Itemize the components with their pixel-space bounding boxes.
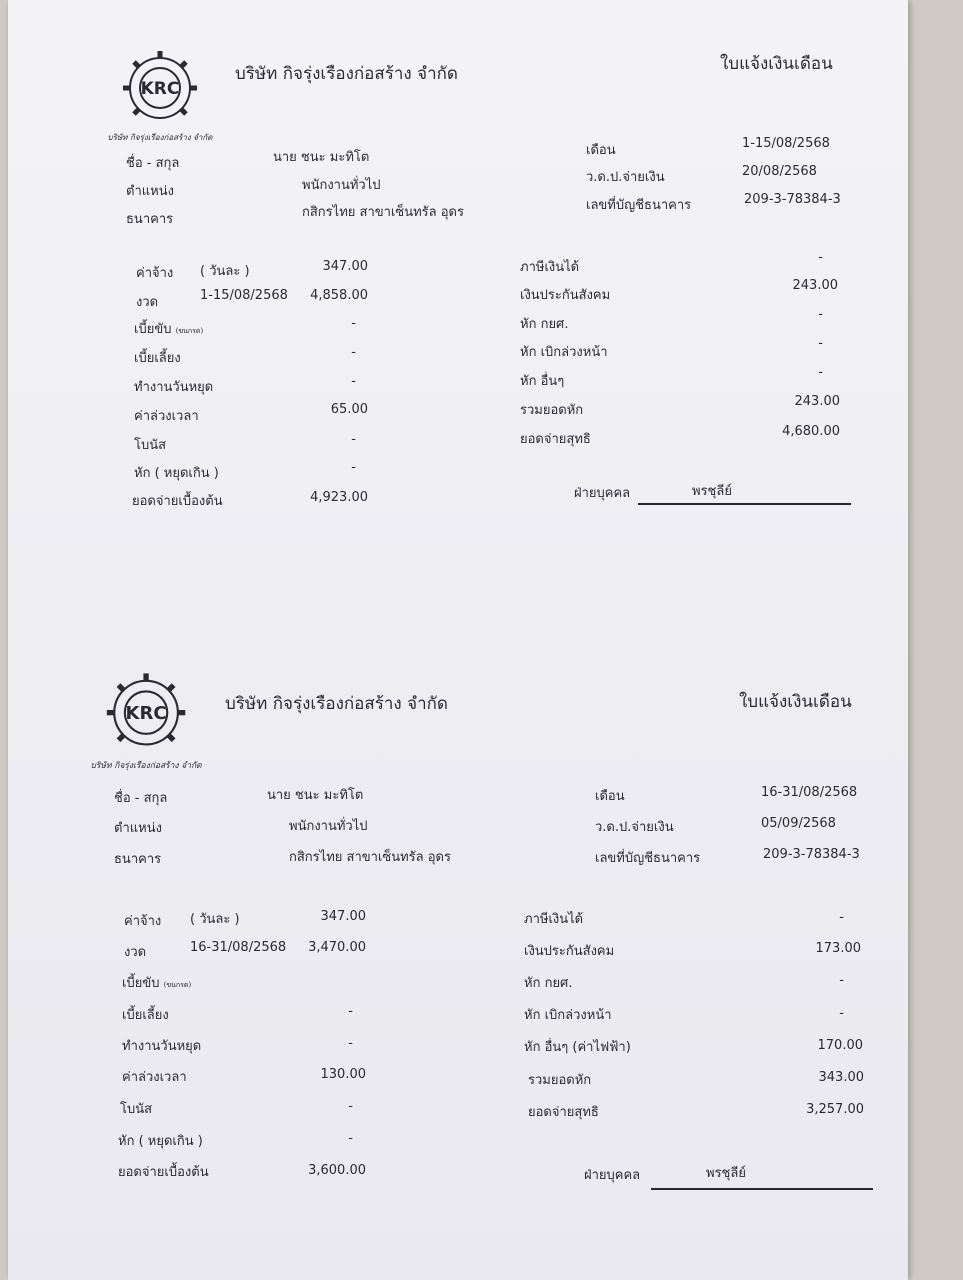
- month-value: 16-31/08/2568: [761, 785, 858, 800]
- sso-label: เงินประกันสังคม: [520, 288, 611, 303]
- meal-label: เบี้ยเลี้ยง: [134, 351, 181, 366]
- signature-line: [638, 503, 851, 505]
- bonus-label: โบนัส: [134, 438, 167, 453]
- company-name: บริษัท กิจรุ่งเรืองก่อสร้าง จำกัด: [235, 64, 458, 84]
- name-label: ชื่อ - สกุล: [126, 156, 180, 171]
- other-deduction-label: หัก อื่นๆ: [520, 374, 565, 389]
- account-label: เลขที่บัญชีธนาคาร: [586, 198, 692, 213]
- wage-value: 347.00: [320, 909, 366, 924]
- hr-label: ฝ่ายบุคคล: [574, 486, 631, 501]
- position-label: ตำแหน่ง: [126, 184, 174, 199]
- allowance-label: [122, 972, 191, 993]
- loan-label: หัก กยศ.: [524, 976, 573, 991]
- allowance-label-text: เบี้ยขับ: [134, 322, 172, 337]
- company-logo: [100, 44, 218, 148]
- tax-label: ภาษีเงินได้: [520, 260, 580, 275]
- payslip-paper: [8, 0, 908, 1280]
- total-deduction-value: 243.00: [794, 394, 840, 409]
- meal-value: -: [348, 1004, 353, 1019]
- bank-label: ธนาคาร: [114, 852, 162, 867]
- loan-value: -: [818, 307, 823, 322]
- holiday-value: -: [351, 374, 356, 389]
- hr-label: ฝ่ายบุคคล: [584, 1168, 641, 1183]
- account-value: 209-3-78384-3: [763, 847, 860, 862]
- absence-label: หัก ( หยุดเกิน ): [118, 1134, 203, 1149]
- net-pay-value: 3,257.00: [806, 1102, 864, 1117]
- period-value: 1-15/08/2568: [200, 288, 288, 303]
- period-label: งวด: [124, 945, 147, 960]
- company-name: บริษัท กิจรุ่งเรืองก่อสร้าง จำกัด: [225, 694, 448, 714]
- employee-name: นาย ชนะ มะทิโต: [267, 788, 364, 803]
- allowance-label: [134, 318, 203, 339]
- holiday-value: -: [348, 1036, 353, 1051]
- total-deduction-label: รวมยอดหัก: [528, 1073, 592, 1088]
- pay-date-value: 20/08/2568: [742, 164, 817, 179]
- holiday-label: ทำงานวันหยุด: [122, 1039, 202, 1054]
- gross-label: ยอดจ่ายเบื้องต้น: [118, 1165, 209, 1180]
- ot-label: ค่าล่วงเวลา: [122, 1070, 187, 1085]
- bank-name: กสิกรไทย สาขาเซ็นทรัล อุดร: [302, 205, 464, 220]
- wage-unit: ( วันละ ): [190, 912, 240, 927]
- total-deduction-value: 343.00: [818, 1070, 864, 1085]
- ot-label: ค่าล่วงเวลา: [134, 409, 199, 424]
- gross-value: 4,923.00: [310, 490, 368, 505]
- total-deduction-label: รวมยอดหัก: [520, 403, 584, 418]
- pay-date-label: ว.ด.ป.จ่ายเงิน: [595, 820, 674, 835]
- advance-label: หัก เบิกล่วงหน้า: [524, 1008, 612, 1023]
- signature-line: [651, 1188, 873, 1190]
- svg-text:KRC: KRC: [140, 79, 180, 99]
- holiday-label: ทำงานวันหยุด: [134, 380, 214, 395]
- account-value: 209-3-78384-3: [744, 192, 841, 207]
- bonus-value: -: [348, 1099, 353, 1114]
- position-label: ตำแหน่ง: [114, 821, 162, 836]
- wage-value: 347.00: [322, 259, 368, 274]
- absence-value: -: [348, 1131, 353, 1146]
- ot-value: 65.00: [330, 402, 368, 417]
- net-pay-value: 4,680.00: [782, 424, 840, 439]
- wage-label: ค่าจ้าง: [136, 266, 174, 281]
- hr-signature: พรชุลีย์: [706, 1166, 746, 1181]
- month-value: 1-15/08/2568: [742, 136, 830, 151]
- tax-label: ภาษีเงินได้: [524, 912, 584, 927]
- gross-label: ยอดจ่ายเบื้องต้น: [132, 494, 223, 509]
- absence-value: -: [351, 460, 356, 475]
- allowance-note: (ขนกรด): [175, 327, 204, 335]
- meal-value: -: [351, 345, 356, 360]
- other-deduction-value: 170.00: [817, 1038, 863, 1053]
- net-pay-label: ยอดจ่ายสุทธิ: [528, 1105, 599, 1120]
- svg-text:บริษัท กิจรุ่งเรืองก่อสร้าง จำ: บริษัท กิจรุ่งเรืองก่อสร้าง จำกัด: [90, 759, 202, 770]
- sso-value: 173.00: [815, 941, 861, 956]
- loan-label: หัก กยศ.: [520, 317, 569, 332]
- ot-value: 130.00: [320, 1067, 366, 1082]
- employee-position: พนักงานทั่วไป: [302, 178, 381, 193]
- pay-date-label: ว.ด.ป.จ่ายเงิน: [586, 170, 665, 185]
- period-label: งวด: [136, 295, 159, 310]
- meal-label: เบี้ยเลี้ยง: [122, 1008, 169, 1023]
- company-logo: [82, 666, 208, 776]
- loan-value: -: [839, 973, 844, 988]
- bank-name: กสิกรไทย สาขาเซ็นทรัล อุดร: [289, 850, 451, 865]
- absence-label: หัก ( หยุดเกิน ): [134, 466, 219, 481]
- other-deduction-label: หัก อื่นๆ (ค่าไฟฟ้า): [524, 1040, 631, 1055]
- advance-label: หัก เบิกล่วงหน้า: [520, 345, 608, 360]
- employee-name: นาย ชนะ มะทิโต: [273, 150, 370, 165]
- svg-text:KRC: KRC: [125, 703, 167, 724]
- allowance-label-text: เบี้ยขับ: [122, 976, 160, 991]
- employee-position: พนักงานทั่วไป: [289, 819, 368, 834]
- wage-label: ค่าจ้าง: [124, 914, 162, 929]
- bank-label: ธนาคาร: [126, 212, 174, 227]
- svg-text:บริษัท กิจรุ่งเรืองก่อสร้าง จำ: บริษัท กิจรุ่งเรืองก่อสร้าง จำกัด: [107, 133, 213, 142]
- allowance-note: (ขนกรด): [163, 981, 192, 989]
- month-label: เดือน: [595, 789, 625, 804]
- tax-value: -: [818, 250, 823, 265]
- period-amount: 4,858.00: [310, 288, 368, 303]
- account-label: เลขที่บัญชีธนาคาร: [595, 851, 701, 866]
- period-amount: 3,470.00: [308, 940, 366, 955]
- document-title: ใบแจ้งเงินเดือน: [739, 692, 852, 712]
- tax-value: -: [839, 910, 844, 925]
- document-title: ใบแจ้งเงินเดือน: [720, 54, 833, 74]
- hr-signature: พรชุลีย์: [692, 484, 732, 499]
- net-pay-label: ยอดจ่ายสุทธิ: [520, 432, 591, 447]
- name-label: ชื่อ - สกุล: [114, 791, 168, 806]
- advance-value: -: [818, 336, 823, 351]
- sso-label: เงินประกันสังคม: [524, 944, 615, 959]
- allowance-value: -: [351, 316, 356, 331]
- sso-value: 243.00: [792, 278, 838, 293]
- month-label: เดือน: [586, 143, 616, 158]
- bonus-label: โบนัส: [120, 1102, 153, 1117]
- wage-unit: ( วันละ ): [200, 264, 250, 279]
- advance-value: -: [839, 1006, 844, 1021]
- gross-value: 3,600.00: [308, 1163, 366, 1178]
- bonus-value: -: [351, 432, 356, 447]
- period-value: 16-31/08/2568: [190, 940, 287, 955]
- other-deduction-value: -: [818, 365, 823, 380]
- pay-date-value: 05/09/2568: [761, 816, 836, 831]
